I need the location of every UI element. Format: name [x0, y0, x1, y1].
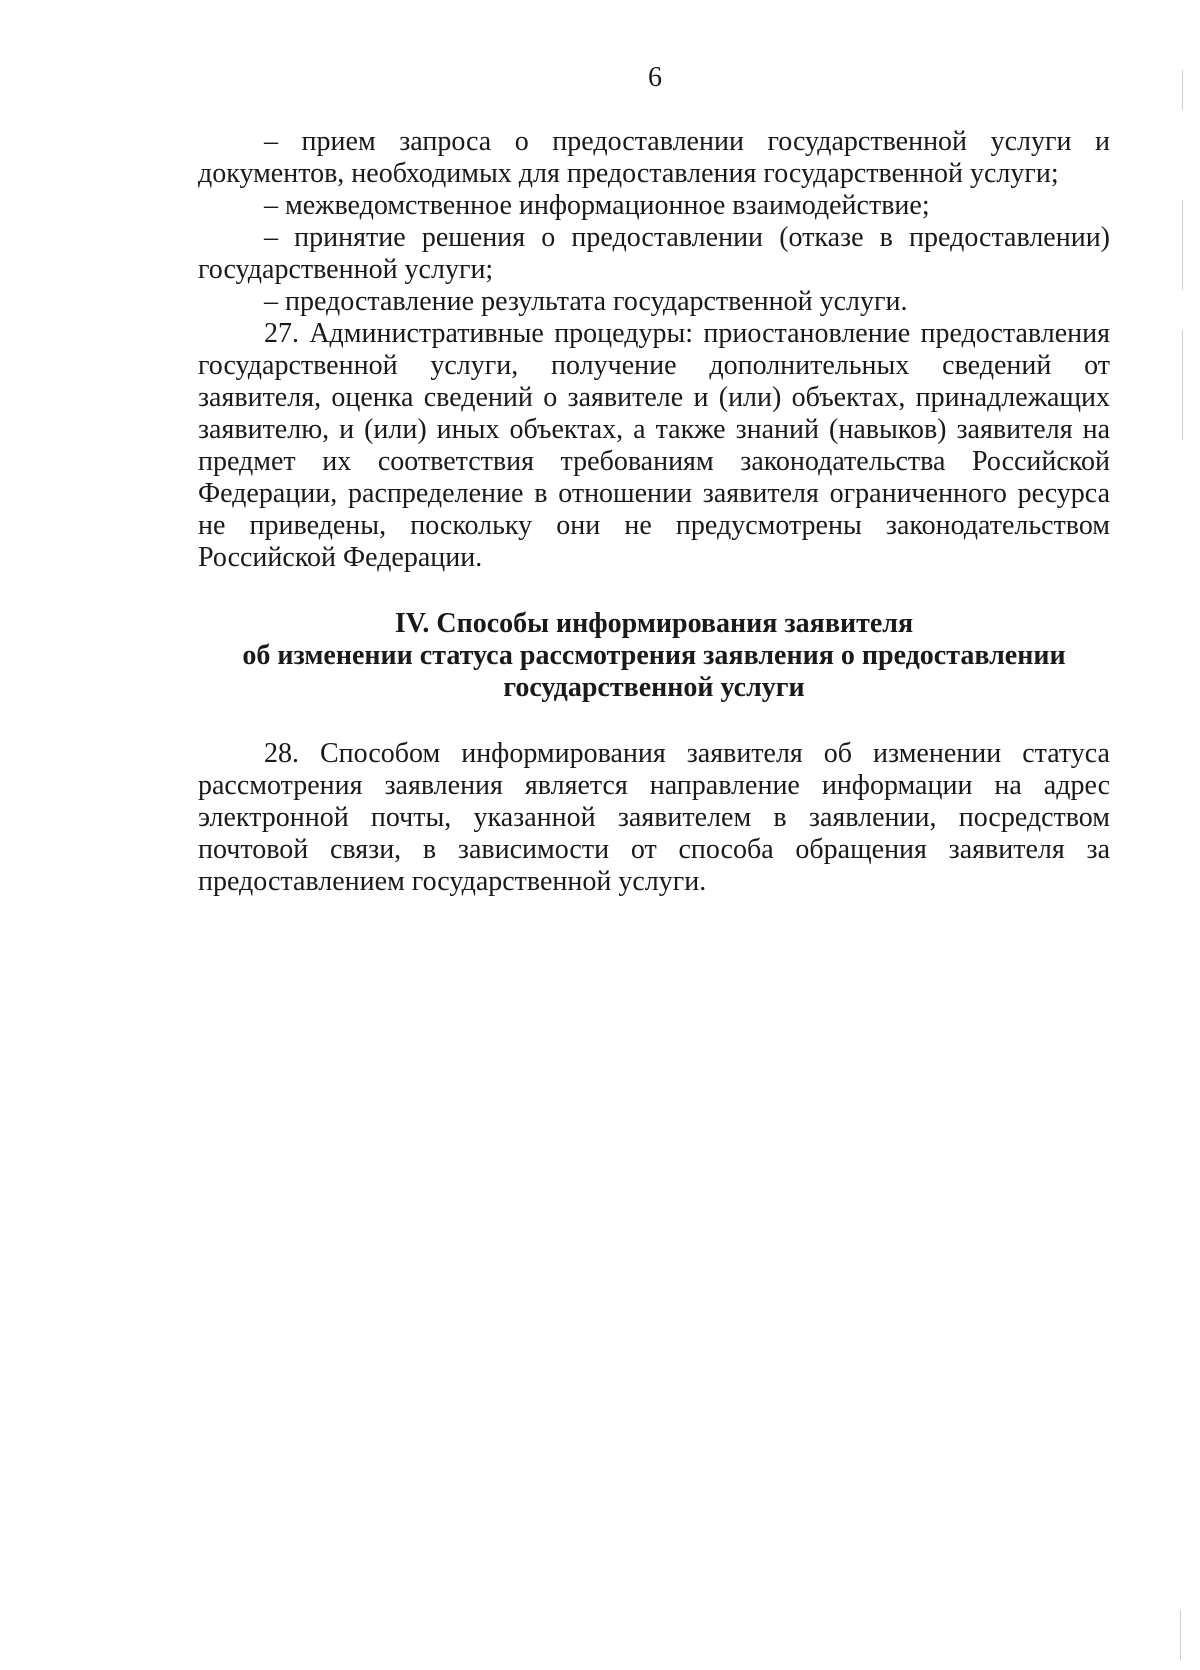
section-heading-line-2: об изменении статуса рассмотрения заявления о предоставлении — [242, 640, 1066, 671]
page-number: 6 — [648, 62, 662, 93]
list-item-provide-result: – предоставление результата государственной услуги. — [264, 286, 908, 317]
section-heading-line-1: IV. Способы информирования заявителя — [394, 608, 914, 639]
document-body — [198, 126, 1110, 898]
scan-margin-mark — [1182, 200, 1183, 290]
paragraph-27: 27. Административные процедуры: приостановление предоставления государственной услуги, получение дополнительных сведений от заявителя, оценка сведений о заявителе и (или) объектах, принадлежащих заявителю, и (или) иных объектах, а также знаний (навыков) заявителя на предмет их соответствия требованиям законодательства Российской Федерации, распределение в отношении заявителя ограниченного ресурса не приведены, поскольку они не предусмотрены законодательством Российской Федерации. — [198, 318, 1110, 573]
list-item-interagency-interaction: – межведомственное информационное взаимодействие; — [264, 190, 930, 221]
scan-margin-mark — [1182, 70, 1183, 110]
scan-margin-mark — [1180, 1610, 1181, 1660]
list-item-decision: – принятие решения о предоставлении (отказе в предоставлении) государственной услуги; — [198, 222, 1110, 285]
paragraph-28: 28. Способом информирования заявителя об изменении статуса рассмотрения заявления является направление информации на адрес электронной почты, указанной заявителем в заявлении, посредством почтовой связи, в зависимости от способа обращения заявителя за предоставлением государственной услуги. — [198, 738, 1110, 897]
section-heading-line-3: государственной услуги — [503, 672, 805, 703]
list-item-receive-request: – прием запроса о предоставлении государственной услуги и документов, необходимых для предоставления государственной услуги; — [198, 126, 1110, 189]
section-heading — [198, 608, 1110, 704]
section-gap — [198, 704, 1110, 738]
scan-margin-mark — [1182, 330, 1183, 440]
